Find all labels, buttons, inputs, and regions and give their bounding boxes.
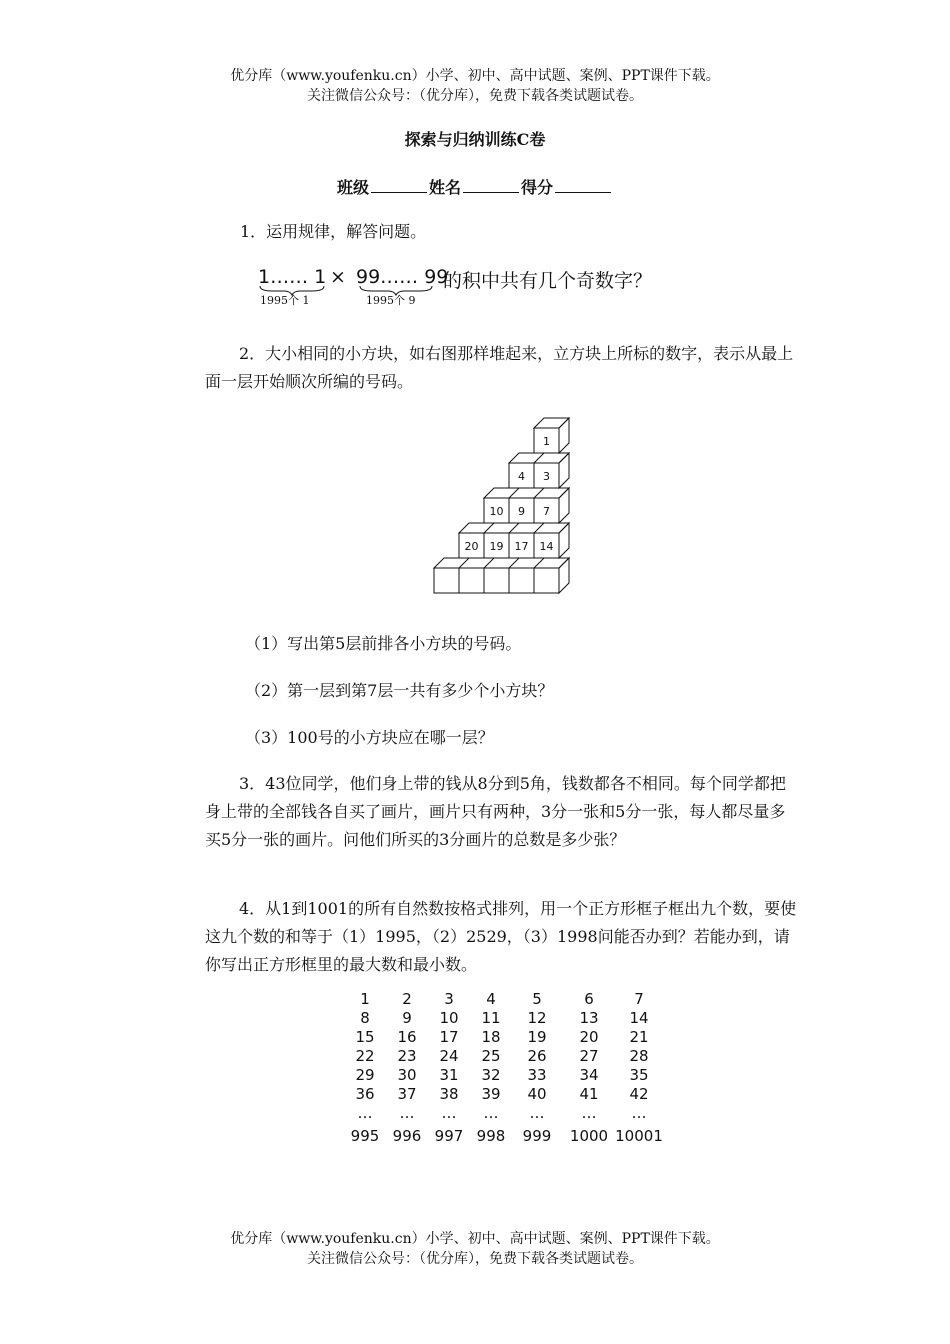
grid-cell: 41 (579, 1085, 599, 1103)
formula-nines: 99…… 99 (356, 266, 449, 288)
cube (459, 568, 484, 593)
grid-cell: 996 (392, 1127, 422, 1145)
grid-cell: 32 (481, 1066, 501, 1084)
cube-label: 1 (543, 435, 550, 448)
grid-cell: 17 (439, 1028, 459, 1046)
grid-cell: 28 (629, 1047, 649, 1065)
header-line-1: 优分库（www.youfenku.cn）小学、初中、高中试题、案例、PPT课件下载。 (230, 68, 720, 84)
grid-cell: 40 (527, 1085, 547, 1103)
grid-cell: 5 (532, 990, 542, 1008)
cube-label: 10 (489, 505, 504, 518)
cube-stack-figure (430, 408, 580, 598)
grid-cell: … (581, 1104, 597, 1122)
grid-cell: 11 (481, 1009, 501, 1027)
grid-cell: 24 (439, 1047, 459, 1065)
cube-row-5-side (559, 558, 569, 593)
grid-cell: … (483, 1104, 499, 1122)
grid-cell: 6 (584, 990, 594, 1008)
name-label: 姓名 (428, 178, 461, 197)
grid-cell: 3 (444, 990, 454, 1008)
cube-row-3 (484, 488, 569, 523)
grid-cell: 35 (629, 1066, 649, 1084)
ones-brace-label: 1995个 1 (260, 294, 310, 307)
grid-cell: 998 (476, 1127, 506, 1145)
page-footer (0, 1229, 950, 1269)
grid-cell: 29 (355, 1066, 375, 1084)
name-blank[interactable] (463, 176, 519, 193)
cube (534, 568, 559, 593)
question-2-sub-2: （2）第一层到第7层一共有多少个小方块？ (245, 681, 554, 700)
footer-line-1: 优分库（www.youfenku.cn）小学、初中、高中试题、案例、PPT课件下载。 (230, 1231, 720, 1247)
cube-row-5 (434, 558, 569, 593)
grid-cell: 999 (522, 1127, 552, 1145)
grid-cell: 20 (579, 1028, 599, 1046)
cube (509, 568, 534, 593)
grid-cell: 16 (397, 1028, 417, 1046)
number-arrangement-grid (340, 990, 680, 1160)
grid-cell: 33 (527, 1066, 547, 1084)
cube-row-4 (459, 523, 569, 558)
grid-cell: 34 (579, 1066, 599, 1084)
question-1-text: 1．运用规律，解答问题。 (240, 222, 427, 241)
grid-cell: 23 (397, 1047, 417, 1065)
cube (484, 568, 509, 593)
grid-cell: … (631, 1104, 647, 1122)
grid-cell: 36 (355, 1085, 375, 1103)
class-blank[interactable] (371, 176, 427, 193)
cube-label: 17 (514, 540, 529, 553)
grid-cell: 995 (350, 1127, 380, 1145)
grid-cell: 18 (481, 1028, 501, 1046)
grid-cell: 21 (629, 1028, 649, 1046)
grid-cell: … (399, 1104, 415, 1122)
question-4-text: 4．从1到1001的所有自然数按格式排列，用一个正方形框子框出九个数，要使这九个数的和等于（1）1995，（2）2529，（3）1998问能否办到？若能办到，请你写出正方形框里的最大数和最小数。 (205, 899, 797, 974)
question-2-text: 2．大小相同的小方块，如右图那样堆起来，立方块上所标的数字，表示从最上面一层开始顺次所编的号码。 (205, 344, 794, 391)
nines-brace-label: 1995个 9 (366, 294, 416, 307)
grid-cell: 22 (355, 1047, 375, 1065)
score-label: 得分 (521, 178, 554, 197)
page-header (0, 66, 950, 106)
grid-cell: … (441, 1104, 457, 1122)
grid-column-4 (466, 990, 516, 1146)
cube-row-1 (534, 418, 569, 453)
grid-cell: 27 (579, 1047, 599, 1065)
grid-cell: 38 (439, 1085, 459, 1103)
question-2-sub-1: （1）写出第5层前排各小方块的号码。 (245, 634, 522, 653)
grid-cell: 2 (402, 990, 412, 1008)
cube-label: 19 (489, 540, 504, 553)
grid-cell: 19 (527, 1028, 547, 1046)
question-1-formula (258, 262, 678, 312)
grid-cell: 13 (579, 1009, 599, 1027)
grid-cell: 1 (360, 990, 370, 1008)
grid-cell: 31 (439, 1066, 459, 1084)
grid-cell: 14 (629, 1009, 649, 1027)
page-title: 探索与归纳训练C卷 (404, 130, 546, 149)
grid-cell: … (357, 1104, 373, 1122)
grid-cell: 10 (439, 1009, 459, 1027)
cube-label: 7 (543, 505, 550, 518)
grid-cell: 997 (434, 1127, 464, 1145)
formula-times-sign: × (330, 266, 346, 288)
grid-cell: 42 (629, 1085, 649, 1103)
grid-column-5 (512, 990, 562, 1146)
formula-tail-text: 的积中共有几个奇数字？ (443, 270, 653, 292)
cube-row-5-top (434, 558, 569, 568)
cube-label: 3 (543, 470, 550, 483)
cube-label: 9 (518, 505, 525, 518)
grid-column-7 (614, 990, 664, 1146)
grid-cell: 12 (527, 1009, 547, 1027)
grid-cell: 9 (402, 1009, 412, 1027)
grid-cell: 8 (360, 1009, 370, 1027)
cube (434, 568, 459, 593)
cube-row-2 (509, 453, 569, 488)
header-line-2: 关注微信公众号：（优分库），免费下载各类试题试卷。 (307, 88, 643, 104)
grid-cell: 25 (481, 1047, 501, 1065)
grid-column-6 (564, 990, 614, 1146)
cube-label: 20 (464, 540, 479, 553)
footer-line-2: 关注微信公众号：（优分库），免费下载各类试题试卷。 (307, 1251, 643, 1267)
grid-cell: … (529, 1104, 545, 1122)
grid-cell: 4 (486, 990, 496, 1008)
question-3-text: 3．43位同学，他们身上带的钱从8分到5角，钱数都各不相同。每个同学都把身上带的全部钱各自买了画片，画片只有两种，3分一张和5分一张，每人都尽量多买5分一张的画片。问他们所买的3分画片的总数是多少张？ (205, 774, 786, 849)
grid-cell: 7 (634, 990, 644, 1008)
grid-cell: 10001 (615, 1127, 663, 1145)
cube-label: 14 (539, 540, 554, 553)
formula-ones: 1…… 1 (258, 266, 327, 288)
grid-cell: 37 (397, 1085, 417, 1103)
grid-cell: 1000 (569, 1127, 609, 1145)
class-label: 班级 (336, 178, 369, 197)
student-info-line (0, 175, 950, 198)
grid-cell: 15 (355, 1028, 375, 1046)
grid-cell: 30 (397, 1066, 417, 1084)
grid-cell: 26 (527, 1047, 547, 1065)
grid-cell: 39 (481, 1085, 501, 1103)
cube-label: 4 (518, 470, 525, 483)
score-blank[interactable] (555, 176, 611, 193)
question-2-sub-3: （3）100号的小方块应在哪一层？ (245, 728, 494, 747)
